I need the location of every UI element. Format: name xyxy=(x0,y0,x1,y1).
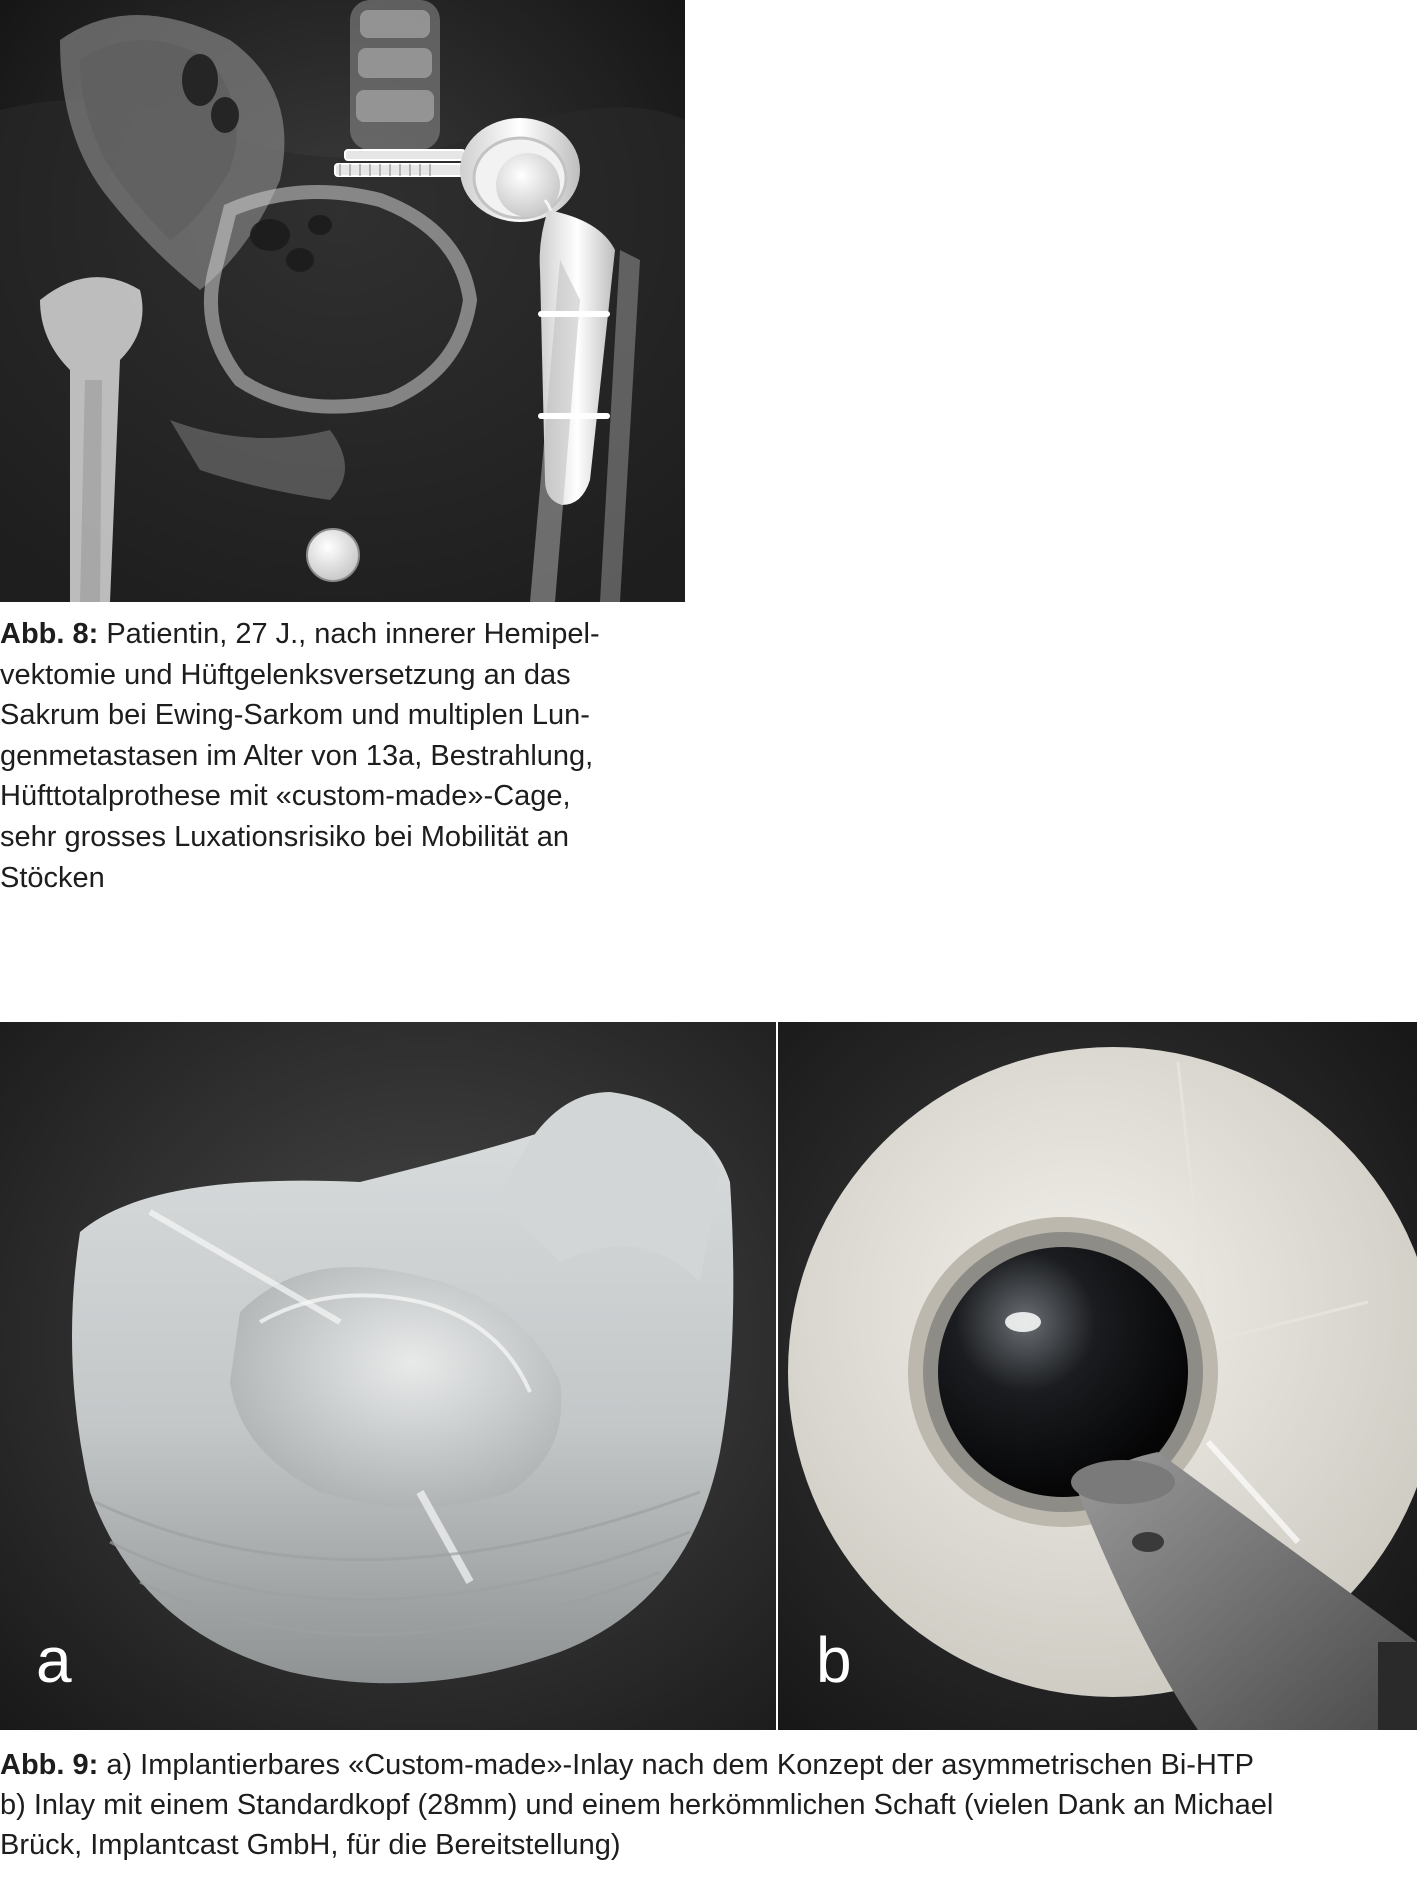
figure-8-caption xyxy=(0,614,690,898)
figure-9-caption xyxy=(0,1745,1417,1865)
panel-a-label: a xyxy=(36,1624,72,1696)
panel-b-label: b xyxy=(816,1624,852,1696)
figure-8-caption-line: Hüfttotalprothese mit «custom-made»-Cage, xyxy=(0,780,571,813)
figure-9a-inlay-photo xyxy=(0,1022,776,1730)
figure-9b-inlay-head-photo xyxy=(778,1022,1417,1730)
figure-8-caption-line: Stöcken xyxy=(0,861,105,894)
figure-9-caption-line: Brück, Implantcast GmbH, für die Bereitstellung) xyxy=(0,1829,621,1861)
figure-8-caption-line: genmetastasen im Alter von 13a, Bestrahlung, xyxy=(0,739,594,772)
figure-9-label: Abb. 9: xyxy=(0,1749,99,1781)
figure-9-caption-line: b) Inlay mit einem Standardkopf (28mm) und einem herkömmlichen Schaft (vielen Dank an Michael xyxy=(0,1789,1274,1821)
figure-8-caption-line: sehr grosses Luxationsrisiko bei Mobilität an xyxy=(0,820,569,853)
figure-9-caption-line: Abb. 9: a) Implantierbares «Custom-made»-Inlay nach dem Konzept der asymmetrischen Bi-HTP xyxy=(0,1749,1254,1781)
figure-8-caption-line: Abb. 8: Patientin, 27 J., nach innerer Hemipel- xyxy=(0,618,600,650)
figure-8-label: Abb. 8: xyxy=(0,618,99,650)
figure-8-xray-image xyxy=(0,0,685,602)
figure-8-caption-line: vektomie und Hüftgelenksversetzung an das xyxy=(0,658,571,691)
figure-8-caption-line: Sakrum bei Ewing-Sarkom und multiplen Lun- xyxy=(0,699,590,732)
